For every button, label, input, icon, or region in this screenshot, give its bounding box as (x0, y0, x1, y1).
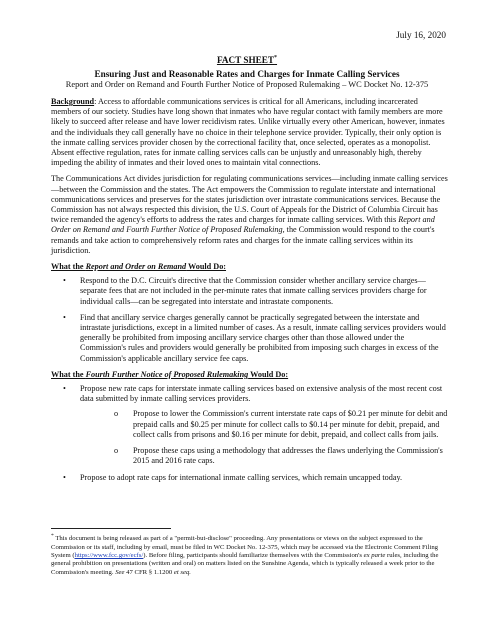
fact-sheet-heading: FACT SHEET* (216, 55, 278, 66)
background-label: Background (51, 97, 95, 106)
bullet-glyph: • (63, 472, 66, 482)
section-heading-fnprm: What the Fourth Further Notice of Proposed Rulemaking Would Do: (51, 369, 289, 379)
section-heading-report-order: What the Report and Order on Remand Would Do: (51, 262, 227, 272)
ecfs-link[interactable]: https://www.fcc.gov/ecfs/ (74, 552, 144, 560)
sub-list-item: o Propose to lower the Commission's current interstate rate caps of $0.21 per minute for debit and prepaid calls and $0.25 per minute for collect calls to $0.14 per minute for debit, prepaid, and collect calls from prisons and $0.16 per minute for debit, prepaid, and collect calls from jails. (114, 409, 448, 439)
sub-list-item: o Propose these caps using a methodology that addresses the flaws underlying the Commission's 2015 and 2016 rate caps. (114, 446, 443, 466)
list-item: • Respond to the D.C. Circuit's directive that the Commission consider whether ancillary service charges—separate fees that are not included in the per-minute rates that inmate calling services providers charge for individual calls—can be segregated into interstate and intrastate components. (63, 276, 427, 306)
background-paragraph: Background: Access to affordable communications services is critical for all Americans, including incarcerated members of our society. Studies have long shown that inmates who have regular contact with family members are more likely to succeed after release and have lower recidivism rates. Unlike virtually every other American, however, inmates and the individuals they call generally have no choice in their telephone service provider. Typically, their only option is the inmate calling services provider chosen by the correctional facility that, once selected, operates as a monopolist. Absent effective regulation, rates for inmate calling services calls can be unjustly and unreasonably high, thereby impeding the ability of inmates and their loved ones to maintain vital connections. (51, 97, 445, 168)
document-subtitle: Report and Order on Remand and Fourth Further Notice of Proposed Rulemaking – WC Docket No. 12-375 (65, 80, 429, 89)
sub-list (80, 409, 448, 466)
list-item: • Find that ancillary service charges generally cannot be practically segregated between the interstate and intrastate jurisdictions, except in a limited number of cases. As a result, inmate calling services providers would generally be prohibited from imposing ancillary service charges other than those allowed under the Commission's rules and providers would generally be prohibited from imposing such charges in excess of the Commission's applicable ancillary service fee caps. (63, 312, 446, 363)
bullet-glyph: • (63, 276, 66, 286)
footnote-marker: * (274, 55, 278, 61)
list-item: • Propose to adopt rate caps for international inmate calling services, which remain uncapped today. (63, 472, 403, 482)
footnote: * This document is being released as part of a "permit-but-disclose" proceeding. Any presentations or views on the subject expressed to the Commission or its staff, including by email, must be filed in WC Docket No. 12-375, which may be accessed via the Electronic Comment Filing System (https://www.fcc.gov/ecfs/). Before filing, participants should familiarize themselves with the Commission's ex parte rules, including the general prohibition on presentations (written and oral) on matters listed on the Sunshine Agenda, which is typically released a week prior to the Commission's meeting. See 47 CFR § 1.1200 et seq. (51, 533, 439, 576)
document-date: July 16, 2020 (396, 30, 446, 40)
bullet-glyph: • (63, 384, 66, 394)
list-item: • Propose new rate caps for interstate inmate calling services based on extensive analysis of the most recent cost data submitted by inmate calling services providers. o Propose to lower the Commission's current interstate rate caps of $0.21 per minute for debit and prepaid calls and $0.25 per minute for collect calls to $0.14 per minute for debit, prepaid, and collect calls from prisons and $0.16 per minute for debit, prepaid, and collect calls from jails. o Propose these caps using a methodology that addresses the flaws underlying the Commission's 2015 and 2016 rate caps. (63, 384, 448, 466)
document-body (51, 97, 448, 489)
footnote-divider (51, 528, 171, 529)
sub-bullet-glyph: o (114, 409, 119, 419)
bullet-glyph: • (63, 312, 66, 322)
document-title: Ensuring Just and Reasonable Rates and Charges for Inmate Calling Services (94, 69, 400, 79)
report-order-list (51, 276, 448, 364)
footnote-marker: * (51, 533, 54, 539)
jurisdiction-paragraph: The Communications Act divides jurisdiction for regulating communications services—including inmate calling services—between the Commission and the states. The Act empowers the Commission to regulate interstate and international communications services and preserves for the states jurisdiction over intrastate communications services. Because the Commission has not always respected this division, the U.S. Court of Appeals for the District of Columbia Circuit has twice remanded the agency's efforts to address the rates and charges for inmate calling services. With this Report and Order on Remand and Fourth Further Notice of Proposed Rulemaking, the Commission would respond to the court's remands and take action to comprehensively reform rates and charges for the inmate calling services within its jurisdiction. (51, 174, 448, 255)
sub-bullet-glyph: o (114, 446, 119, 456)
fnprm-list (51, 384, 448, 483)
